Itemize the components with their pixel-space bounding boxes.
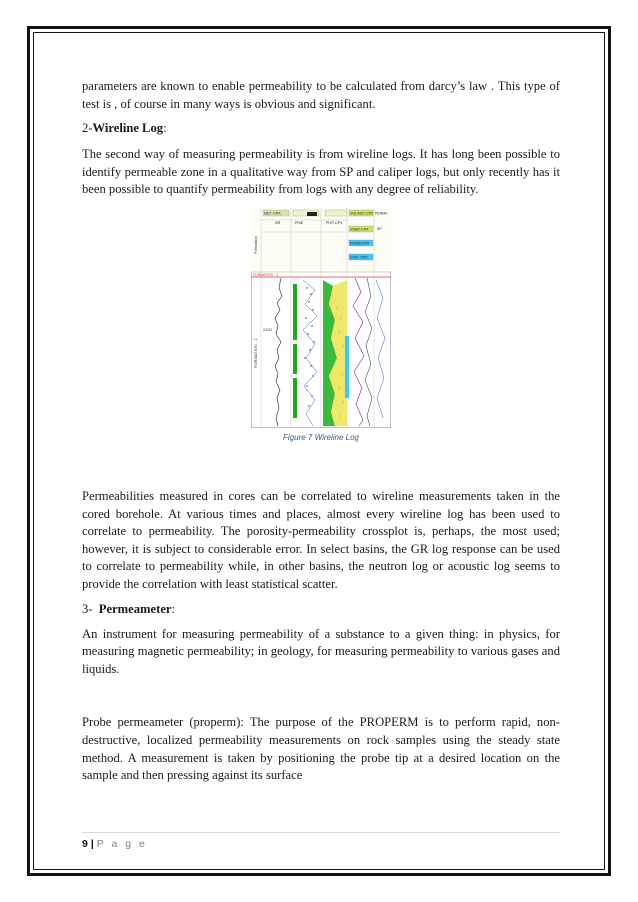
heading-permeameter — [82, 601, 560, 618]
track-header: PHIT-CPX — [326, 220, 343, 225]
formation-marker: FORMATION - 1 — [253, 272, 278, 277]
paragraph-wireline: The second way of measuring permeability is from wireline logs. It has long been possible to identify permeable zone in a qualitative way from SP and caliper logs, but only recently has it been possible to quantify permeability from logs with any degree of reliability. — [82, 147, 560, 197]
heading-title: Permeameter — [98, 601, 172, 616]
page-number: 9 — [82, 838, 88, 850]
paragraph-probe: Probe permeameter (properm): The purpose of the PROPERM is to perform rapid, non-destructive, localized permeability measurements on rock samples using the steady state method. A measurement is taken by positioning the probe tip at a desired location on the sample and then pressing against its surface — [82, 715, 560, 783]
heading-wireline-log — [82, 120, 560, 137]
track-header: GR — [275, 220, 281, 225]
paragraph-permeameter: An instrument for measuring permeability of a substance to a given thing: in physics, for measuring magnetic permeability; in geology, for measuring permeability to various gases and liquids. — [82, 626, 560, 676]
track-header: KP — [377, 226, 382, 231]
page-footer — [82, 838, 147, 850]
paragraph-correlation: Permeabilities measured in cores can be correlated to wireline measurements taken in the cored borehole. At various times and places, almost every wireline log has been used to correlate to permeability. The porosity-permeability crossplot is, perhaps, the most used; however, it is subject to considerable error. In select basins, the GR log response can be used to correlate to permeability while, in other basins, the neutron log or acoustic log seems to provide the correlation with least statistical scatter. — [82, 488, 560, 591]
page-label: P a g e — [96, 838, 148, 850]
footer-separator: | — [90, 838, 94, 850]
depth-label: 2100 — [263, 326, 272, 332]
side-label: FORMATION - 1 — [253, 338, 258, 368]
figure-wireline-log — [251, 208, 391, 442]
track-header: VSHD-CPX — [350, 227, 369, 232]
heading-title: Wireline Log — [92, 121, 164, 136]
track-header: VGLAUC-CPX — [350, 211, 374, 216]
track-header: VSW -CPX — [350, 255, 368, 260]
heading-colon: : — [171, 601, 175, 616]
heading-number: 3- — [82, 601, 93, 616]
wireline-log-image — [251, 208, 391, 428]
track-header: PHIE — [295, 220, 304, 225]
figure-caption: Figure 7 Wireline Log — [283, 432, 359, 442]
track-header: PERMC — [375, 211, 388, 216]
footer-rule — [82, 832, 560, 833]
paragraph-intro: parameters are known to enable permeability to be calculated from darcy’s law . This type of test is , of course in many ways is obvious and significant. — [82, 79, 560, 111]
track-header: PHSW-CPX — [350, 241, 370, 246]
heading-colon: : — [163, 121, 167, 136]
side-label: Formation — [253, 235, 258, 254]
track-header: NET -CPX — [264, 211, 281, 216]
page-content — [82, 78, 560, 785]
heading-number: 2- — [82, 121, 93, 136]
